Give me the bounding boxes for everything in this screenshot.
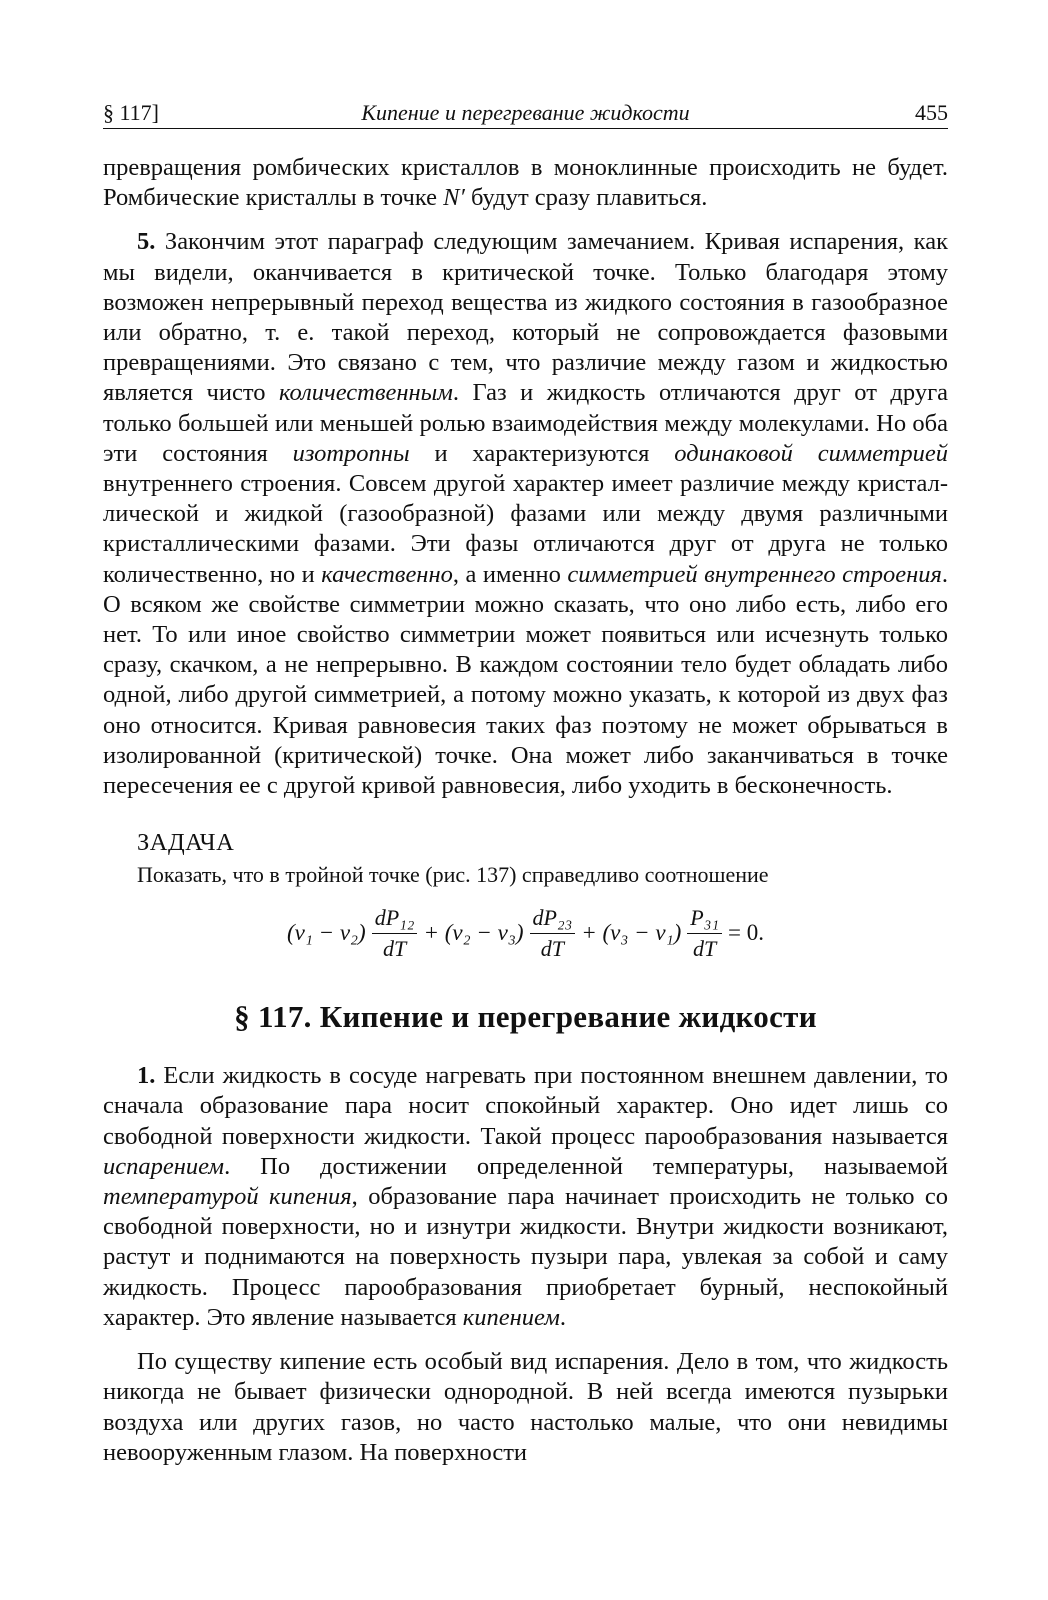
fraction-numerator: dP₂₃: [530, 905, 576, 934]
text-run: и характеризуются: [409, 439, 675, 467]
text-run: Если жидкость в сосуде нагревать при постоянном внешнем давлении, то сначала образование пара носит спокойный характер. Оно идет лишь со свободной поверхности жидкости. Такой процесс парообразования называется: [103, 1062, 948, 1150]
text-run: . Газ и жидкость отличаются друг от друга только большей или меньшей ролью взаимодействия между молекулами. Но оба эти состояния: [103, 379, 948, 467]
fraction-numerator: dP₁₂: [372, 905, 418, 934]
text-run: , образование пара начинает происходить не только со свободной поверхности, но и изнутри жидкости. Внутри жидкости возникают, растут и поднимаются на поверхность пузыри пара, увлекая за собой и саму жидкость. Процесс парообразования приобретает бурный, неспокойный характер. Это явление называется: [103, 1183, 948, 1331]
emphasis-isotropic: изотропны: [292, 439, 410, 467]
emphasis-boiling-temperature: температурой кипения: [103, 1183, 352, 1211]
continuation-line-1: превращения ромбических кристаллов в моноклинные происходить не: [103, 154, 877, 181]
paragraph-point-1: [103, 1061, 948, 1333]
fraction-denominator: dT: [693, 935, 717, 961]
fraction-denominator: dT: [540, 935, 564, 961]
emphasis-boiling: кипением: [462, 1303, 560, 1331]
continuation-paragraph: [103, 153, 948, 213]
formula-term-1: (v₁ − v₂): [286, 920, 366, 946]
formula: [103, 901, 948, 965]
paragraph-boiling-essence: По существу кипение есть особый вид испарения. Дело в том, что жидкость никогда не бывает физически однородной. В ней всегда имеются пузырьки воздуха или других газов, но часто настолько малые, что они невидимы невооруженным глазом. На поверхности: [103, 1348, 948, 1466]
section-reference: § 117]: [103, 100, 160, 125]
fraction-denominator: dT: [382, 935, 407, 961]
fraction-dp23-dt: [530, 905, 576, 962]
emphasis-evaporation: испарением: [103, 1152, 225, 1180]
fraction-numerator: P₃₁: [687, 905, 722, 934]
text-run: . По достижении определенной температуры, называемой: [224, 1152, 948, 1180]
text-run: внутреннего строения. Совсем другой характер имеет различие между кристаллической и жидкой (газообразной) фазами или между двумя различными кристаллическими фазами. Эти фазы отличаются друг от друга не только количественно, но и: [103, 470, 948, 588]
point-5-number: 5.: [137, 228, 156, 256]
formula-term-3: + (v₃ − v₁): [581, 920, 682, 946]
problem-statement: Показать, что в тройной точке (рис. 137) справедливо соотношение: [137, 862, 769, 888]
emphasis-same-symmetry: одинаковой симметрией: [674, 439, 948, 467]
paragraph-point-5: [103, 227, 948, 801]
running-title: Кипение и перегревание жидкости: [361, 100, 690, 125]
emphasis-internal-symmetry: симметрией внутреннего строения: [567, 560, 942, 588]
emphasis-quantitative: количественным: [278, 379, 453, 407]
book-page: [103, 96, 948, 1468]
page-number: 455: [915, 100, 948, 125]
text-run: Закончим этот параграф следующим замечанием. Кривая испарения, как мы видели, оканчивается в критической точке. Только благодаря этому возможен непрерывный переход вещества из жидкого состояния в газообразное или обратно, т. е. такой переход, который не сопровождается фазовыми превращениями. Это связано с тем, что различие между газом и жидкостью является чисто: [103, 228, 948, 407]
continuation-line-2-end: будут сразу плавиться.: [464, 184, 708, 212]
point-1-number: 1.: [137, 1062, 156, 1090]
formula-term-2: + (v₂ − v₃): [423, 920, 524, 946]
continuation-line-2-start: будет. Ромбические кристаллы в точке: [103, 154, 948, 212]
problem-heading: ЗАДАЧА: [137, 829, 235, 857]
section-heading: § 117. Кипение и перегревание жидкости: [234, 999, 817, 1035]
text-run: . О всяком же свойстве симметрии можно сказать, что оно либо есть, либо его нет. То или иное свойство симметрии может появиться или исчезнуть только сразу, скачком, а не непрерывно. В каждом состоянии тело будет обладать либо одной, либо другой симметрией, а потому можно указать, к которой из двух фаз оно относится. Кривая равновесия таких фаз поэтому не может обрываться в изолированной (критической) точке. Она может либо заканчиваться в точке пересечения ее с другой кривой равновесия, либо уходить в бесконечность.: [103, 560, 948, 800]
point-symbol: N′: [443, 184, 465, 212]
running-head: [103, 96, 948, 129]
fraction-dp12-dt: [372, 905, 418, 962]
text-run: , а именно: [452, 560, 568, 588]
emphasis-qualitatively: качественно: [321, 560, 453, 588]
fraction-p31-dt: [687, 905, 722, 962]
formula-equals-zero: = 0.: [728, 920, 765, 946]
text-run: .: [559, 1303, 567, 1331]
